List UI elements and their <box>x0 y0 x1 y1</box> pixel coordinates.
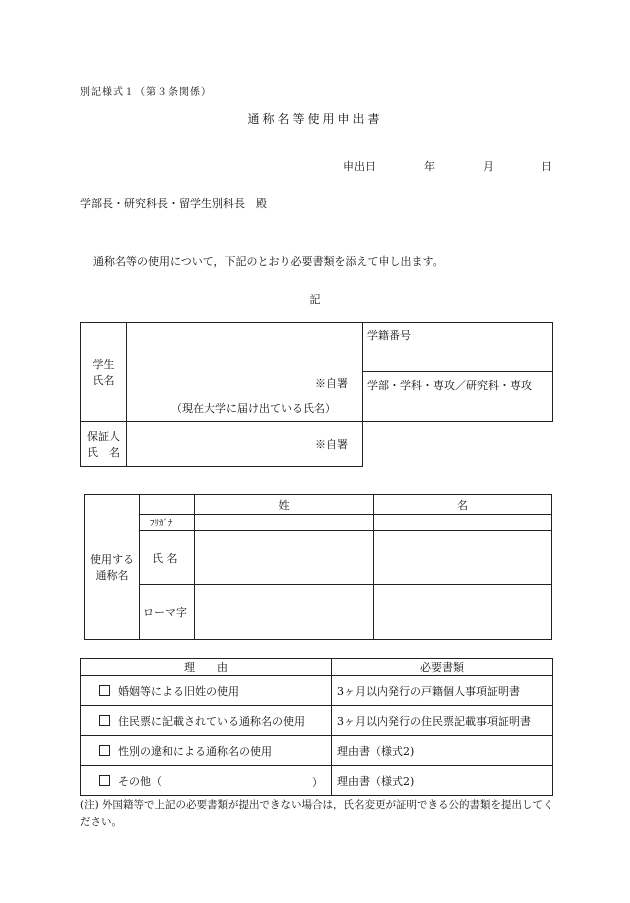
date-label: 申出日 <box>343 160 376 173</box>
date-year: 年 <box>424 160 435 173</box>
applicant-table <box>80 322 553 467</box>
ki-heading: 記 <box>309 293 321 306</box>
furigana-surname-field[interactable] <box>195 515 374 531</box>
romaji-given-field[interactable] <box>374 585 552 640</box>
reason-cell <box>81 766 332 796</box>
reason-cell <box>81 706 332 736</box>
reason-row <box>81 706 553 736</box>
checkbox[interactable] <box>99 745 110 756</box>
reason-close-paren: ） <box>312 776 323 789</box>
furigana-given-field[interactable] <box>374 515 552 531</box>
student-id-field[interactable] <box>363 323 553 372</box>
name-surname-field[interactable] <box>195 531 374 585</box>
romaji-label: ローマ字 <box>140 585 195 640</box>
student-id-label: 学籍番号 <box>367 329 411 342</box>
checkbox[interactable] <box>99 685 110 696</box>
reason-text: その他（ <box>118 774 162 788</box>
checkbox[interactable] <box>99 715 110 726</box>
footnote: (注) 外国籍等で上記の必要書類が提出できない場合は，氏名変更が証明できる公的書類を提出してください。 <box>80 799 554 828</box>
doc-cell: 3ヶ月以内発行の住民票記載事項証明書 <box>332 706 553 736</box>
name-label: 氏 名 <box>140 531 195 585</box>
student-label-cell <box>81 323 127 422</box>
reason-row <box>81 736 553 766</box>
alias-row-header-2: 通称名 <box>95 569 129 582</box>
empty-cell <box>363 422 553 467</box>
date-day: 日 <box>541 160 552 173</box>
romaji-surname-field[interactable] <box>195 585 374 640</box>
faculty-field[interactable] <box>363 372 553 422</box>
guarantor-name-field[interactable] <box>127 422 363 467</box>
alias-corner <box>140 495 195 515</box>
reason-table <box>80 658 553 796</box>
guarantor-label-cell <box>81 422 127 467</box>
col-docs: 必要書類 <box>332 659 553 676</box>
reason-text: 婚姻等による旧姓の使用 <box>118 684 239 698</box>
name-given-field[interactable] <box>374 531 552 585</box>
signature-note: ※自署 <box>315 376 348 390</box>
reason-cell <box>81 676 332 706</box>
alias-row-header-1: 使用する <box>90 553 134 566</box>
guarantor-label-1: 保証人 <box>87 430 120 443</box>
guarantor-signature-note: ※自署 <box>315 438 348 451</box>
col-given: 名 <box>374 495 552 515</box>
faculty-label: 学部・学科・専攻／研究科・専攻 <box>367 379 532 392</box>
guarantor-label-2: 氏 名 <box>87 446 120 459</box>
reason-row <box>81 766 553 796</box>
col-surname: 姓 <box>195 495 374 515</box>
document-title: 通称名等使用申出書 <box>247 112 383 126</box>
student-label-2: 氏名 <box>92 374 115 387</box>
addressee: 学部長・研究科長・留学生別科長 殿 <box>80 197 267 210</box>
reason-row <box>81 676 553 706</box>
doc-cell: 理由書（様式2) <box>332 736 553 766</box>
form-label: 別記様式１（第３条関係） <box>80 87 212 98</box>
date-month: 月 <box>483 160 494 173</box>
intro-text: 通称名等の使用について，下記のとおり必要書類を添えて申し出ます。 <box>93 255 444 268</box>
reason-text: 性別の違和による通称名の使用 <box>118 744 272 758</box>
current-name-note: （現在大学に届け出ている氏名） <box>171 401 336 415</box>
alias-table <box>84 494 552 640</box>
alias-row-header <box>85 495 140 640</box>
doc-cell: 理由書（様式2) <box>332 766 553 796</box>
student-name-field[interactable] <box>127 323 363 422</box>
col-reason: 理 由 <box>81 659 332 676</box>
reason-cell <box>81 736 332 766</box>
reason-text: 住民票に記載されている通称名の使用 <box>118 714 305 728</box>
checkbox[interactable] <box>99 775 110 786</box>
student-label-1: 学生 <box>92 358 115 371</box>
doc-cell: 3ヶ月以内発行の戸籍個人事項証明書 <box>332 676 553 706</box>
furigana-label: ﾌﾘｶﾞﾅ <box>140 515 195 531</box>
